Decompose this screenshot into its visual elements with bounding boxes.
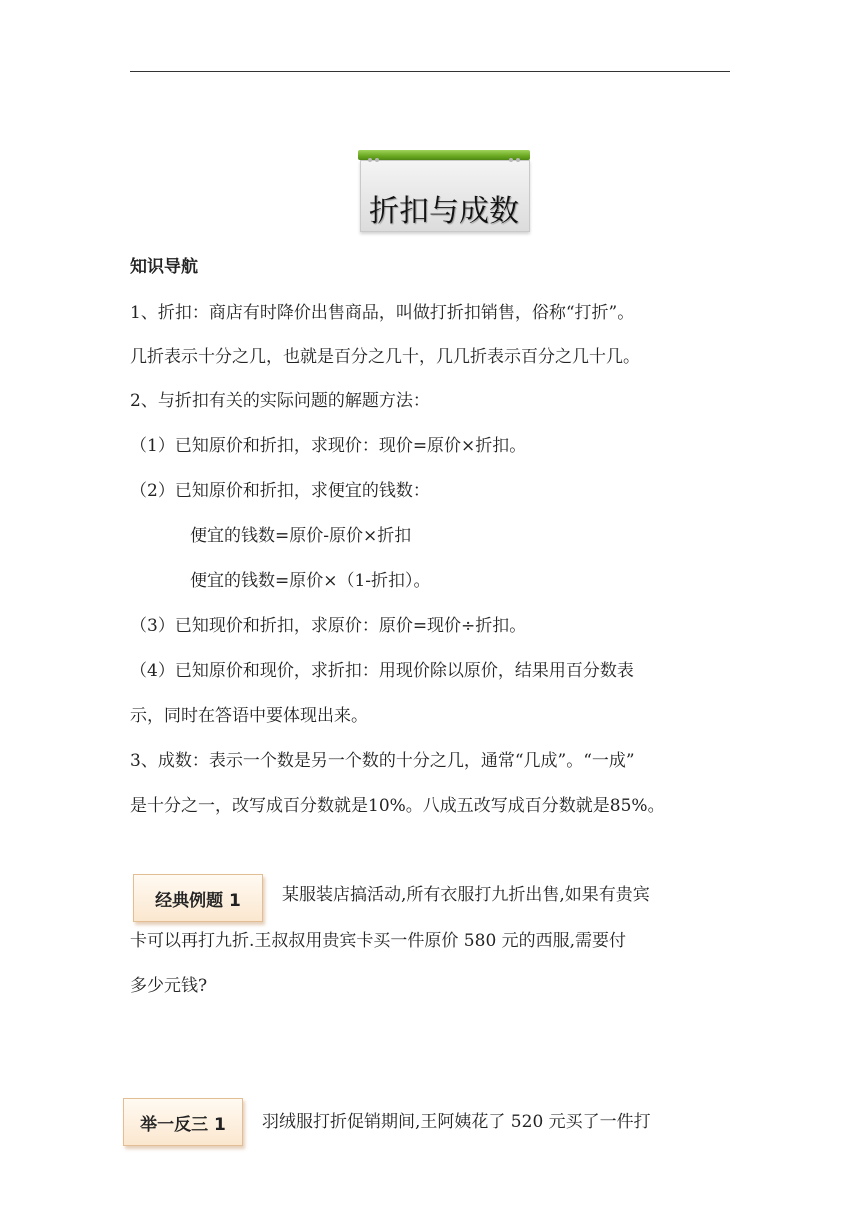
- pin-icon: [368, 158, 372, 162]
- section-heading: 知识导航: [130, 257, 198, 277]
- example-tag: 经典例题 1: [133, 874, 263, 922]
- text-line: 是十分之一，改写成百分数就是10%。八成五改写成百分数就是85%。: [130, 796, 665, 816]
- text-line: 便宜的钱数=原价×（1-折扣）。: [190, 571, 431, 591]
- title-card-bar: [358, 150, 530, 160]
- text-line: 3、成数：表示一个数是另一个数的十分之几，通常“几成”。“一成”: [130, 751, 635, 771]
- example-text-line: 多少元钱?: [130, 976, 208, 996]
- text-line: （4）已知原价和现价，求折扣：用现价除以原价，结果用百分数表: [130, 661, 634, 681]
- example-text-line: 卡可以再打九折.王叔叔用贵宾卡买一件原价 580 元的西服,需要付: [130, 931, 627, 951]
- example-text-line: 某服装店搞活动,所有衣服打九折出售,如果有贵宾: [282, 885, 650, 905]
- text-line: 示，同时在答语中要体现出来。: [130, 706, 368, 726]
- pin-icon: [509, 158, 513, 162]
- title-card: [358, 150, 530, 230]
- header-rule: [130, 71, 730, 72]
- practice-text-line: 羽绒服打折促销期间,王阿姨花了 520 元买了一件打: [262, 1112, 651, 1132]
- pin-icon: [375, 158, 379, 162]
- text-line: （1）已知原价和折扣，求现价：现价=原价×折扣。: [130, 436, 527, 456]
- text-line: （2）已知原价和折扣，求便宜的钱数：: [130, 481, 430, 501]
- text-line: 便宜的钱数=原价-原价×折扣: [190, 526, 412, 546]
- page-title: 折扣与成数: [369, 194, 519, 229]
- text-line: （3）已知现价和折扣，求原价：原价=现价÷折扣。: [130, 616, 527, 636]
- text-line: 2、与折扣有关的实际问题的解题方法：: [130, 391, 430, 411]
- practice-tag: 举一反三 1: [123, 1098, 243, 1146]
- text-line: 1、折扣：商店有时降价出售商品，叫做打折扣销售，俗称“打折”。: [130, 303, 635, 323]
- text-line: 几折表示十分之几，也就是百分之几十，几几折表示百分之几十几。: [130, 347, 640, 367]
- pin-icon: [516, 158, 520, 162]
